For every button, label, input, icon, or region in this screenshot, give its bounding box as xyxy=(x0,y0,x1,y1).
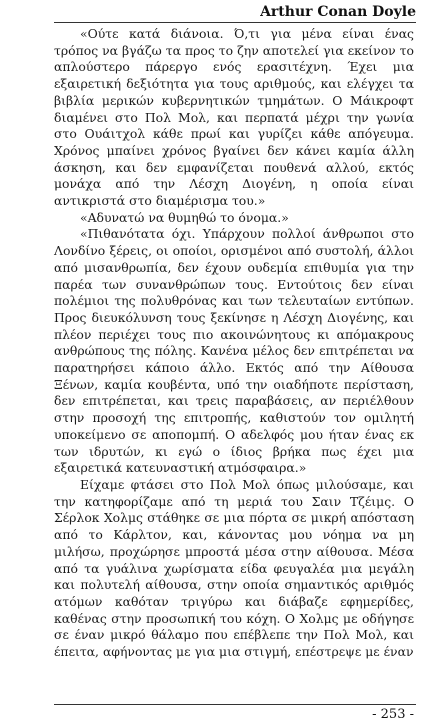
text-body xyxy=(54,26,414,661)
page-number: - 253 - xyxy=(372,707,414,722)
paragraph-3: «Πιθανότατα όχι. Υπάρχουν πολλοί άνθρωποι στο Λονδίνο ξέρεις, οι οποίοι, ορισμένοι από συστολή, άλλοι από μισανθρωπία, δεν έχουν ουδεμία επιθυμία για την παρέα των συνανθρώπων τους. Εντούτοις δεν είναι πολέμιοι της πολυθρόνας και των τελευταίων εντύπων. Προς διευκόλυνση τους ξεκίνησε η Λέσχη Διογένης, και πλέον περιέχει τους πιο ακοινώνητους κι απόμακρους ανθρώπους της πόλης. Κανένα μέλος δεν επιτρέπεται να παρατηρήσει κάποιο άλλο. Εκτός από την Αίθουσα Ξένων, καμία κουβέντα, υπό την οιαδήποτε περίσταση, δεν επιτρέπεται, και τρεις παραβάσεις, αν περιέλθουν στην προσοχή της επιτροπής, καθιστούν τον ομιλητή υποκείμενο σε αποπομπή. Ο αδελφός μου ήταν ένας εκ των ιδρυτών, κι εγώ ο ίδιος βρήκα πως έχει μια εξαιρετικά κατευναστική ατμόσφαιρα.» xyxy=(54,226,414,476)
running-header-author: Arthur Conan Doyle xyxy=(260,4,416,20)
running-header xyxy=(0,0,430,22)
footer-rule xyxy=(54,704,416,705)
header-rule xyxy=(54,22,416,23)
paragraph-4: Είχαμε φτάσει στο Πολ Μολ όπως μιλούσαμε, και την κατηφορίζαμε από τη μεριά του Σαιν Τζέιμς. Ο Σέρλοκ Χολμς στάθηκε σε μια πόρτα σε μικρή απόσταση από το Κάρλτον, και, κάνοντας μου νόημα να μη μιλήσω, προχώρησε μπροστά μέσα στην αίθουσα. Μέσα από τα γυάλινα χωρίσματα είδα φευγαλέα μια μεγάλη και πολυτελή αίθουσα, στην οποία σημαντικός αριθμός ατόμων καθόταν τριγύρω και διάβαζε εφημερίδες, καθένας στην προσωπική του κόχη. Ο Χολμς με οδήγησε σε έναν μικρό θάλαμο που επέβλεπε την Πολ Μολ, και έπειτα, αφήνοντας με για μια στιγμή, επέστρεψε με έναν xyxy=(54,476,414,660)
paragraph-2: «Αδυνατώ να θυμηθώ το όνομα.» xyxy=(80,209,289,225)
paragraph-1: «Ούτε κατά διάνοια. Ό,τι για μένα είναι ένας τρόπος να βγάζω τα προς το ζην αποτελεί για εκείνον το απλούστερο πάρεργο ενός ερασιτέχνη. Έχει μια εξαιρετική δεξιότητα για τους αριθμούς, και ελέγχει τα βιβλία μερικών κυβερνητικών τμημάτων. Ο Μάικροφτ διαμένει στο Πολ Μολ, και περπατά μέχρι την γωνία στο Ουάιτχολ κάθε πρωί και γυρίζει κάθε απόγευμα. Χρόνος μπαίνει χρόνος βγαίνει δεν κάνει καμία άλλη άσκηση, και δεν εμφανίζεται πουθενά αλλού, εκτός μονάχα από την Λέσχη Διογένη, η οποία είναι αντικριστά στο διαμέρισμα του.» xyxy=(54,26,414,209)
